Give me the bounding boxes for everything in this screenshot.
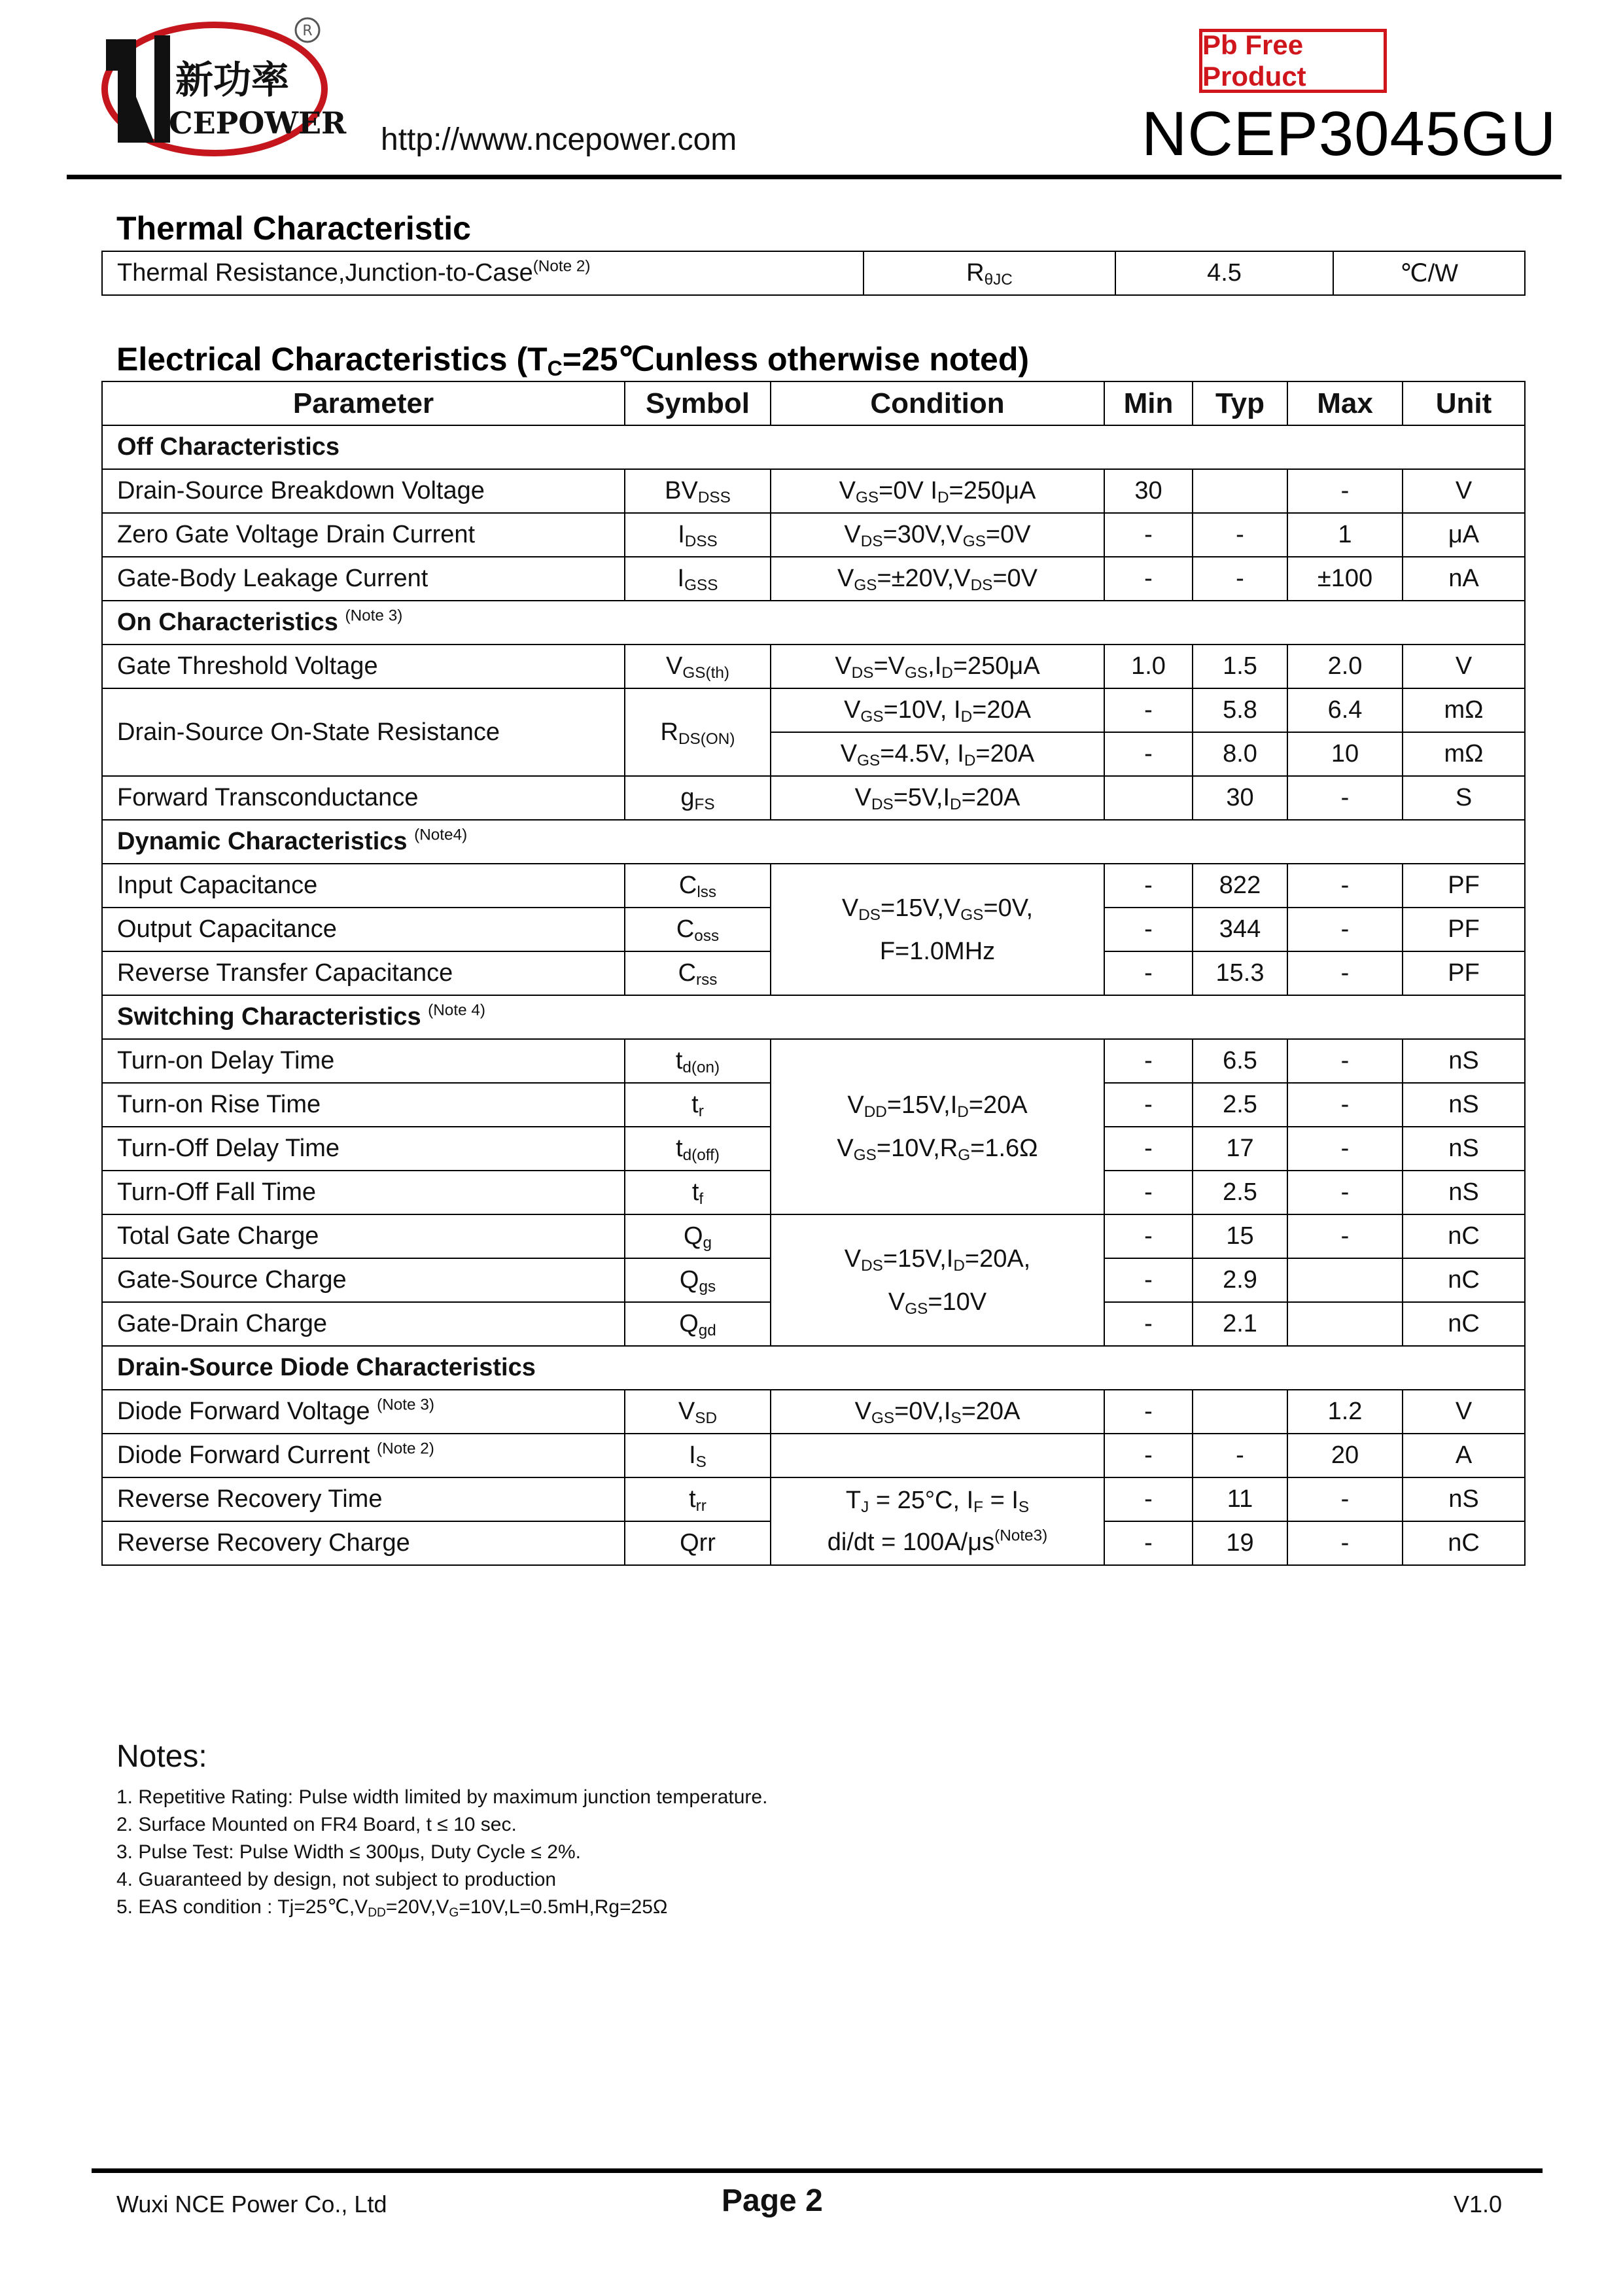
section-diode: Drain-Source Diode Characteristics	[102, 1346, 1525, 1390]
footer-divider	[92, 2168, 1543, 2173]
table-row: Reverse Transfer Capacitance $C_{rss}$ - 15.3 - PF	[102, 951, 1525, 995]
header-divider	[67, 175, 1562, 179]
note-item: 3. Pulse Test: Pulse Width ≤ 300μs, Duty Cycle ≤ 2%.	[116, 1841, 581, 1863]
logo-chinese-text: 新功率	[175, 58, 290, 102]
svg-text:R: R	[302, 23, 313, 39]
table-row: Forward Transconductance $g_{FS}$ $V_{DS}=5V,I_D=20A$ 30 - S	[102, 776, 1525, 820]
table-row: Drain-Source On-State Resistance $R_{DS(ON)}$ $V_{GS}=10V$, $I_D=20A$ - 5.8 6.4 mΩ	[102, 688, 1525, 732]
table-row: Diode Forward Current $^{(Note 2)}$ $I_S$ - - 20 A	[102, 1434, 1525, 1477]
note-item: 4. Guaranteed by design, not subject to production	[116, 1869, 557, 1890]
table-row: Zero Gate Voltage Drain Current $I_{DSS}$ $V_{DS}=30V,V_{GS}=0V$ - - 1 μA	[102, 513, 1525, 557]
footer-version: V1.0	[1454, 2191, 1503, 2217]
company-url[interactable]: http://www.ncepower.com	[381, 122, 737, 157]
table-row: Gate-Source Charge $Q_{gs}$ - 2.9 nC	[102, 1258, 1525, 1302]
table-row: Input Capacitance $C_{lss}$ $V_{DS}=15V,V_{GS}=0V$, F=1.0MHz - 822 - PF	[102, 864, 1525, 908]
col-max: Max	[1287, 381, 1403, 425]
ncepower-logo	[92, 12, 347, 169]
table-row: Reverse Recovery Time $t_{rr}$ $T_J = 25^\circ C$, $I_F = I_S$ $di/dt = 100A/\mu s^{(Note3)}$ - 11 - nS	[102, 1477, 1525, 1521]
thermal-symbol: $R_{\theta JC}$	[864, 251, 1115, 295]
logo-brand-text: CEPOWER	[169, 105, 347, 141]
electrical-title: Electrical Characteristics ($T_C=25℃unless$ otherwise noted)	[116, 341, 1030, 380]
table-row: Gate Threshold Voltage $V_{GS(th)}$ $V_{DS}=V_{GS},I_D=250\mu A$ 1.0 1.5 2.0 V	[102, 645, 1525, 688]
col-parameter: Parameter	[102, 381, 625, 425]
note-item: 2. Surface Mounted on FR4 Board, t ≤ 10 sec.	[116, 1814, 517, 1835]
part-number: NCEP3045GU	[1142, 99, 1557, 169]
thermal-table	[101, 251, 1526, 296]
section-switching: Switching Characteristics $^{(Note 4)}$	[102, 995, 1525, 1039]
notes-list	[116, 1784, 767, 1921]
col-condition: Condition	[771, 381, 1104, 425]
table-row: Diode Forward Voltage $^{(Note 3)}$ $V_{SD}$ $V_{GS}=0V,I_S=20A$ - 1.2 V	[102, 1390, 1525, 1434]
pb-free-badge: Pb Free Product	[1199, 29, 1387, 93]
thermal-value: 4.5	[1115, 251, 1333, 295]
electrical-table	[101, 381, 1526, 1566]
table-row	[102, 251, 1525, 295]
section-off: Off Characteristics	[102, 425, 1525, 469]
footer-company: Wuxi NCE Power Co., Ltd	[116, 2191, 387, 2217]
table-row: Turn-on Delay Time $t_{d(on)}$ $V_{DD}=15V,I_D=20A$ $V_{GS}=10V,R_G=1.6\Omega$ - 6.5 - nS	[102, 1039, 1525, 1083]
table-row: Turn-Off Delay Time $t_{d(off)}$ - 17 - nS	[102, 1127, 1525, 1171]
note-item: 1. Repetitive Rating: Pulse width limited by maximum junction temperature.	[116, 1786, 768, 1808]
table-row: Reverse Recovery Charge Qrr - 19 - nC	[102, 1521, 1525, 1565]
table-row: Gate-Drain Charge $Q_{gd}$ - 2.1 nC	[102, 1302, 1525, 1346]
table-header-row	[102, 381, 1525, 425]
col-symbol: Symbol	[625, 381, 771, 425]
table-row: Drain-Source Breakdown Voltage $BV_{DSS}$ $V_{GS}=0V$ $I_D=250\mu A$ 30 - V	[102, 469, 1525, 513]
table-row: Turn-on Rise Time $t_r$ - 2.5 - nS	[102, 1083, 1525, 1127]
section-dynamic: Dynamic Characteristics $^{(Note4)}$	[102, 820, 1525, 864]
thermal-title: Thermal Characteristic	[116, 210, 471, 247]
notes-title: Notes:	[116, 1739, 207, 1774]
table-row: Gate-Body Leakage Current $I_{GSS}$ $V_{GS}=\pm 20V,V_{DS}=0V$ - - ±100 nA	[102, 557, 1525, 601]
footer-page-number: Page 2	[722, 2183, 823, 2218]
section-on: On Characteristics $^{(Note 3)}$	[102, 601, 1525, 645]
table-row: Output Capacitance $C_{oss}$ - 344 - PF	[102, 908, 1525, 951]
col-typ: Typ	[1193, 381, 1287, 425]
col-min: Min	[1104, 381, 1193, 425]
table-row: Turn-Off Fall Time $t_f$ - 2.5 - nS	[102, 1171, 1525, 1214]
thermal-unit: ℃/W	[1333, 251, 1525, 295]
thermal-parameter: Thermal Resistance,Junction-to-Case$^{(Note 2)}$	[102, 251, 864, 295]
note-item: 5. EAS condition : $Tj=25℃,V_{DD}=20V,V_G=10V,L=0.5mH,Rg=25\Omega$	[116, 1896, 668, 1920]
col-unit: Unit	[1403, 381, 1525, 425]
table-row: Total Gate Charge $Q_g$ $V_{DS}=15V,I_D=20A$, $V_{GS}=10V$ - 15 - nC	[102, 1214, 1525, 1258]
table-row: $V_{GS}=4.5V$, $I_D=20A$ - 8.0 10 mΩ	[102, 732, 1525, 776]
